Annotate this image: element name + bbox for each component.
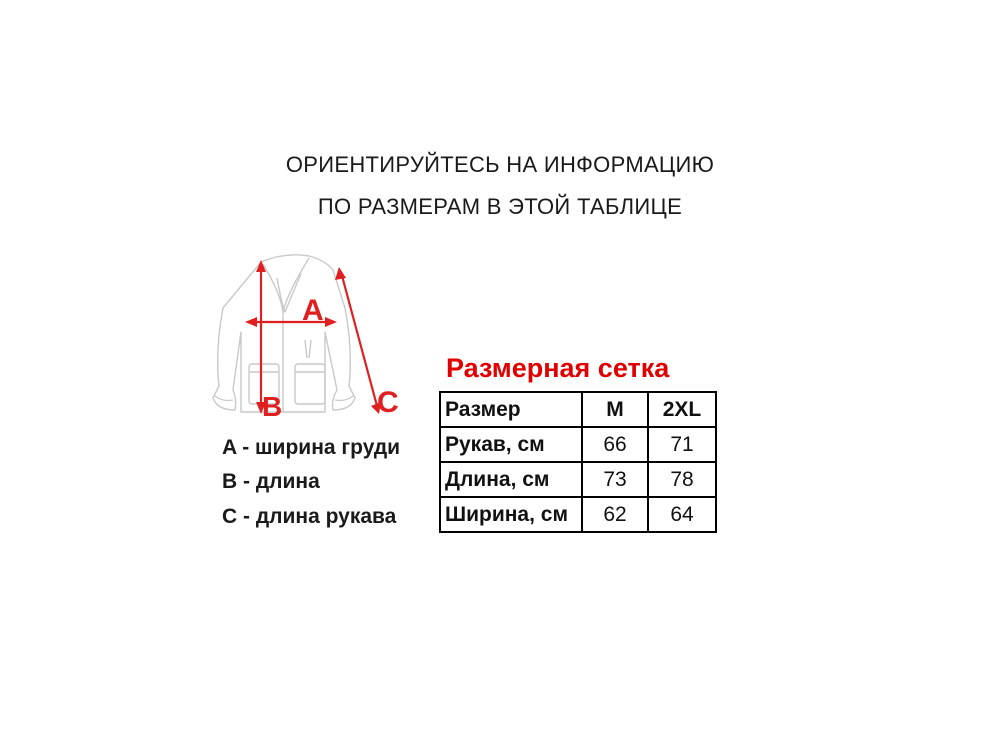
size-table-title: Размерная сетка (446, 353, 670, 383)
label-a: A (302, 294, 324, 327)
legend-item-a: A - ширина груди (222, 436, 401, 459)
table-header-row (440, 392, 716, 427)
table-row (440, 427, 716, 462)
table-cell: 78 (648, 462, 716, 497)
table-header-cell: M (582, 392, 648, 427)
table-cell: 66 (582, 427, 648, 462)
table-cell: 64 (648, 497, 716, 532)
jacket-outline-icon (213, 255, 355, 412)
table-header-cell: Размер (440, 392, 582, 427)
table-row (440, 462, 716, 497)
table-cell: 73 (582, 462, 648, 497)
legend-item-c: C - длина рукава (222, 505, 397, 528)
heading-line-2: ПО РАЗМЕРАМ В ЭТОЙ ТАБЛИЦЕ (317, 194, 683, 219)
table-cell: 71 (648, 427, 716, 462)
heading-line-1: ОРИЕНТИРУЙТЕСЬ НА ИНФОРМАЦИЮ (285, 152, 715, 177)
table-row (440, 497, 716, 532)
row-label: Длина, см (440, 462, 582, 497)
row-label: Ширина, см (440, 497, 582, 532)
row-label: Рукав, см (440, 427, 582, 462)
label-b: B (262, 391, 283, 422)
table-cell: 62 (582, 497, 648, 532)
size-table (439, 391, 717, 533)
label-c: C (377, 386, 399, 419)
table-header-cell: 2XL (648, 392, 716, 427)
legend-item-b: B - длина (222, 470, 320, 493)
jacket-diagram (205, 250, 405, 430)
